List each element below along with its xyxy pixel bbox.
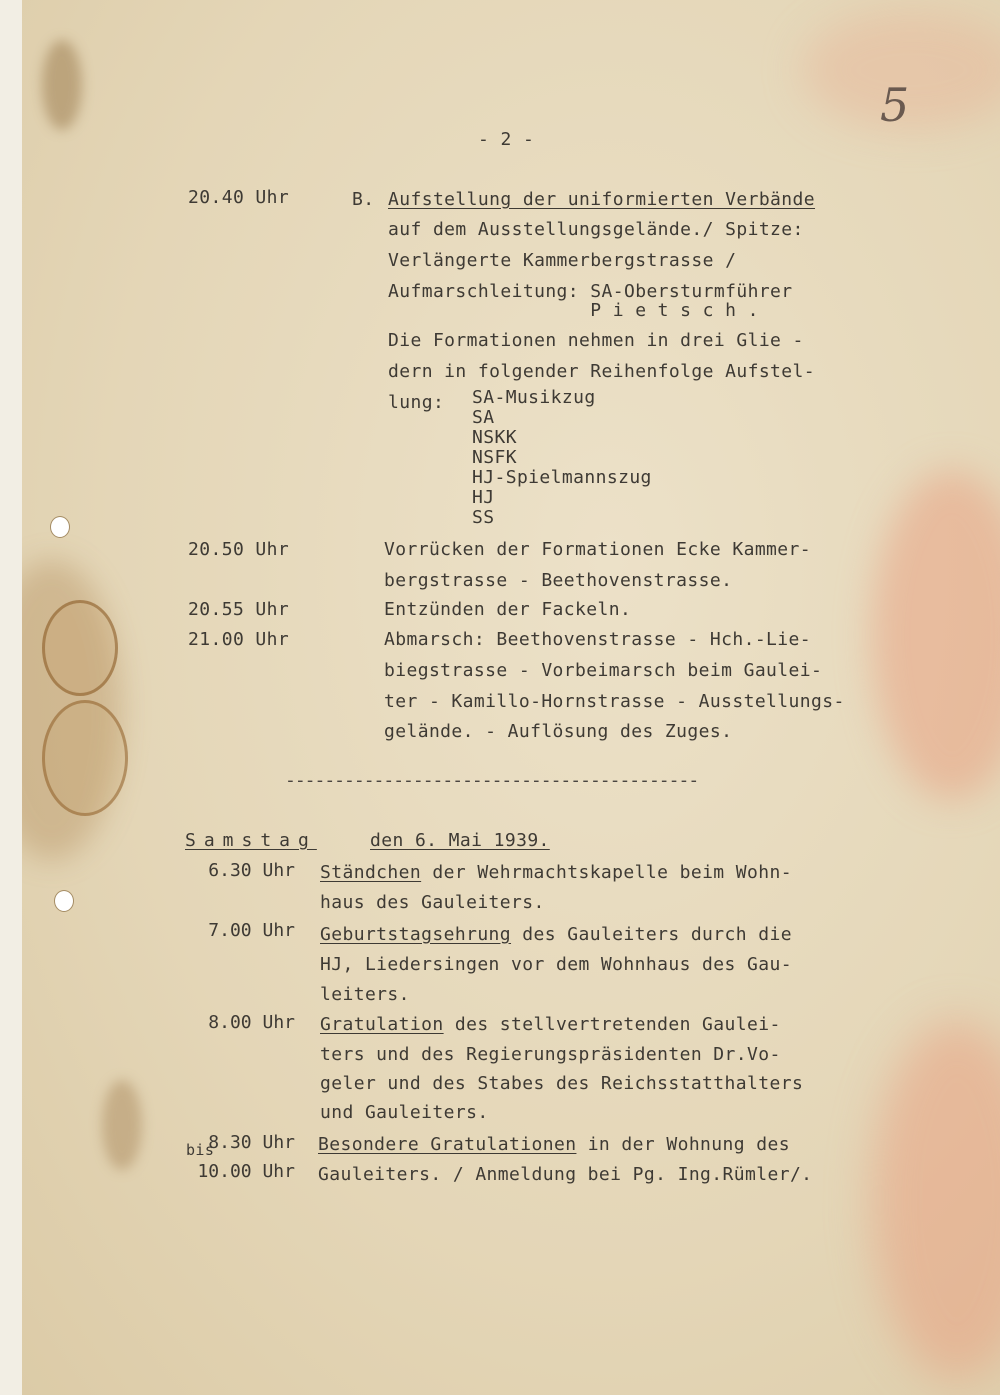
entry-time: 20.50 Uhr bbox=[188, 539, 290, 560]
entry-time: 7.00 Uhr bbox=[208, 920, 295, 941]
burn-stain bbox=[42, 600, 118, 696]
entry-line: lung: bbox=[388, 392, 445, 413]
handwritten-page-mark: 5 bbox=[880, 78, 910, 132]
punch-hole bbox=[54, 890, 74, 912]
entry-line: leiters. bbox=[320, 984, 410, 1005]
formation-item: SS bbox=[472, 507, 495, 528]
formation-item: NSFK bbox=[472, 447, 517, 468]
entry-line: Aufmarschleitung: SA-Obersturmführer bbox=[388, 281, 793, 302]
entry-line: biegstrasse - Vorbeimarsch beim Gaulei- bbox=[384, 660, 823, 681]
entry-line: Abmarsch: Beethovenstrasse - Hch.-Lie- bbox=[384, 629, 812, 650]
entry-line: Entzünden der Fackeln. bbox=[384, 599, 632, 620]
entry-line bbox=[318, 1130, 790, 1160]
entry-line: Gauleiters. / Anmeldung bei Pg. Ing.Rümler/. bbox=[318, 1164, 813, 1185]
separator-line: ------------------------------------------ bbox=[285, 770, 699, 791]
formation-item: HJ bbox=[472, 487, 495, 508]
entry-text: in der Wohnung des bbox=[576, 1134, 790, 1155]
entry-keyword: Ständchen bbox=[320, 862, 422, 883]
entry-time-end: 10.00 Uhr bbox=[197, 1161, 295, 1182]
date-heading: den 6. Mai 1939. bbox=[370, 830, 550, 851]
entry-line: und Gauleiters. bbox=[320, 1102, 489, 1123]
entry-time: 20.40 Uhr bbox=[188, 187, 290, 208]
entry-line: gelände. - Auflösung des Zuges. bbox=[384, 721, 733, 742]
stain bbox=[872, 470, 1000, 800]
entry-line: geler und des Stabes des Reichsstatthalters bbox=[320, 1073, 804, 1094]
entry-keyword: Besondere Gratulationen bbox=[318, 1134, 577, 1155]
entry-line bbox=[320, 920, 792, 950]
entry-time: 20.55 Uhr bbox=[188, 599, 290, 620]
entry-line: HJ, Liedersingen vor dem Wohnhaus des Gau- bbox=[320, 954, 792, 975]
entry-line bbox=[320, 1010, 781, 1040]
entry-line: ters und des Regierungspräsidenten Dr.Vo- bbox=[320, 1044, 781, 1065]
entry-text: des Gauleiters durch die bbox=[511, 924, 792, 945]
section-letter: B. bbox=[352, 189, 375, 210]
entry-keyword: Gratulation bbox=[320, 1014, 444, 1035]
entry-line: Die Formationen nehmen in drei Glie - bbox=[388, 330, 804, 351]
burn-stain bbox=[22, 560, 122, 860]
formation-item: HJ-Spielmannszug bbox=[472, 467, 652, 488]
burn-stain bbox=[42, 700, 128, 816]
formation-item: SA bbox=[472, 407, 495, 428]
formation-item: NSKK bbox=[472, 427, 517, 448]
entry-time: 8.30 Uhr bbox=[208, 1132, 295, 1153]
stain bbox=[42, 40, 82, 130]
entry-time: 21.00 Uhr bbox=[188, 629, 290, 650]
time-connector: bis bbox=[186, 1141, 215, 1159]
entry-line bbox=[320, 858, 792, 888]
entry-line: haus des Gauleiters. bbox=[320, 892, 545, 913]
entry-time: 8.00 Uhr bbox=[208, 1012, 295, 1033]
entry-line: Vorrücken der Formationen Ecke Kammer- bbox=[384, 539, 812, 560]
stain bbox=[102, 1080, 142, 1170]
entry-line: auf dem Ausstellungsgelände./ Spitze: bbox=[388, 219, 804, 240]
entry-text: der Wehrmachtskapelle beim Wohn- bbox=[421, 862, 792, 883]
entry-line: Verlängerte Kammerbergstrasse / bbox=[388, 250, 737, 271]
page-number: - 2 - bbox=[478, 129, 535, 150]
day-heading: Samstag bbox=[185, 830, 317, 851]
formation-item: SA-Musikzug bbox=[472, 387, 596, 408]
section-heading: Aufstellung der uniformierten Verbände bbox=[388, 189, 816, 210]
entry-line: P i e t s c h . bbox=[388, 300, 759, 321]
formation-list bbox=[472, 388, 652, 528]
punch-hole bbox=[50, 516, 70, 538]
entry-line: dern in folgender Reihenfolge Aufstel- bbox=[388, 361, 816, 382]
entry-line: bergstrasse - Beethovenstrasse. bbox=[384, 570, 733, 591]
entry-line: ter - Kamillo-Hornstrasse - Ausstellungs- bbox=[384, 691, 845, 712]
entry-time: 6.30 Uhr bbox=[208, 860, 295, 881]
entry-text: des stellvertretenden Gaulei- bbox=[443, 1014, 781, 1035]
entry-keyword: Geburtstagsehrung bbox=[320, 924, 512, 945]
stain bbox=[872, 1020, 1000, 1380]
